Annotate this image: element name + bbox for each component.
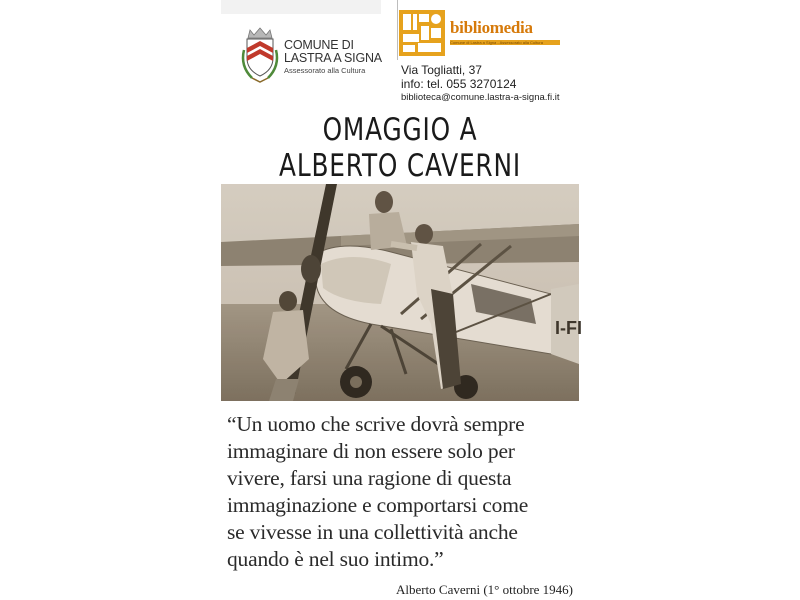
comune-name-line1: COMUNE DI — [284, 38, 354, 52]
comune-subtitle: Assessorato alla Cultura — [284, 66, 366, 75]
bibliomedia-logo-text: bibliomedia — [450, 18, 533, 37]
top-strip — [221, 0, 381, 14]
quote-line: immaginare di non essere solo per — [227, 439, 515, 463]
comune-name — [284, 39, 382, 65]
poster — [221, 0, 582, 600]
title-line2: ALBERTO CAVERNI — [279, 148, 521, 184]
comune-name-line2: LASTRA A SIGNA — [284, 51, 382, 65]
title-line1: OMAGGIO A — [322, 112, 478, 148]
header-divider — [397, 0, 398, 60]
comune-block — [238, 26, 388, 90]
aircraft-marking: I-FI — [555, 318, 582, 338]
phone: info: tel. 055 3270124 — [401, 77, 517, 91]
quote-line: se vivesse in una collettività anche — [227, 520, 518, 544]
quote-line: vivere, farsi una ragione di questa — [227, 466, 512, 490]
quote-line: “Un uomo che scrive dovrà sempre — [227, 412, 525, 436]
quote-line: immaginazione e comportarsi come — [227, 493, 529, 517]
page-title — [257, 112, 543, 184]
bibliomedia-logo-icon — [399, 10, 445, 56]
vintage-airplane-photo — [221, 184, 582, 401]
contacts — [401, 63, 560, 105]
comune-crest-icon — [238, 26, 282, 88]
quote-line: quando è nel suo intimo.” — [227, 547, 444, 571]
email: biblioteca@comune.lastra-a-signa.fi.it — [401, 92, 560, 103]
quote — [227, 411, 577, 573]
address: Via Togliatti, 37 — [401, 63, 482, 77]
bibliomedia-tagline: Comune di Lastra a Signa - Assessorato alla Cultura — [450, 40, 560, 45]
quote-attribution: Alberto Caverni (1° ottobre 1946) — [395, 582, 573, 597]
